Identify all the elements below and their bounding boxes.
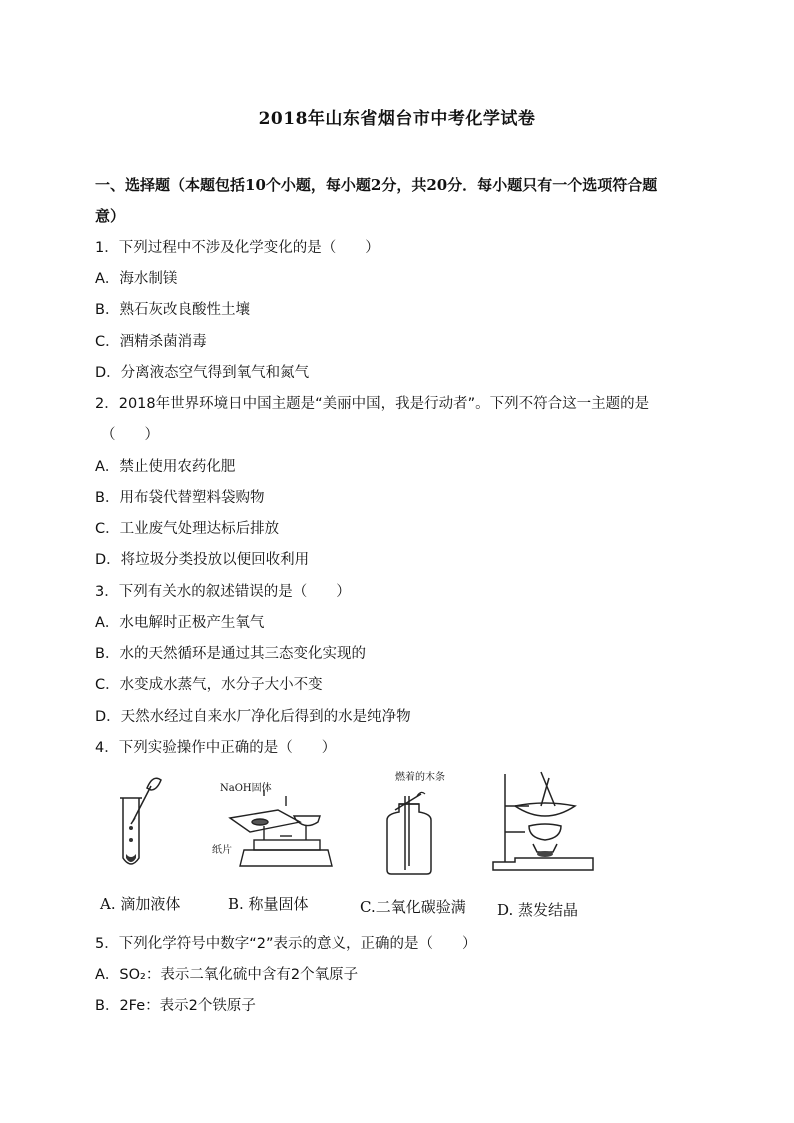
figure-d-caption: D. 蒸发结晶	[497, 901, 579, 919]
balance-illustration	[200, 766, 350, 891]
question-1-option-b: B．熟石灰改良酸性土壤	[95, 302, 250, 318]
question-1-option-d: D．分离液态空气得到氧气和氮气	[95, 365, 310, 381]
question-2-option-b: B．用布袋代替塑料袋购物	[95, 490, 265, 506]
question-2-stem: 2．2018年世界环境日中国主题是“美丽中国，我是行动者”。下列不符合这一主题的是	[95, 396, 650, 412]
figure-d-evaporation	[485, 766, 635, 926]
question-5-option-b: B．2Fe：表示2个铁原子	[95, 998, 256, 1014]
figure-b-label-paper: 纸片	[212, 845, 232, 856]
question-5-stem: 5．下列化学符号中数字“2”表示的意义，正确的是（ ）	[95, 936, 477, 952]
question-3-stem: 3．下列有关水的叙述错误的是（ ）	[95, 584, 351, 600]
figure-a-caption: A. 滴加液体	[100, 895, 181, 913]
question-1-stem: 1．下列过程中不涉及化学变化的是（ ）	[95, 240, 380, 256]
question-2-option-d: D．将垃圾分类投放以便回收利用	[95, 552, 310, 568]
question-3-option-c: C．水变成水蒸气，水分子大小不变	[95, 677, 323, 693]
question-2-stem-cont: （ ）	[101, 427, 159, 443]
gas-bottle-illustration	[355, 766, 505, 891]
question-2-option-c: C．工业废气处理达标后排放	[95, 521, 280, 537]
page-title: 2018年山东省烟台市中考化学试卷	[258, 109, 536, 129]
question-3-option-b: B．水的天然循环是通过其三态变化实现的	[95, 646, 366, 662]
question-1-option-a: A．海水制镁	[95, 271, 178, 287]
figure-b-weighing-solid	[200, 766, 350, 926]
question-1-option-c: C．酒精杀菌消毒	[95, 334, 207, 350]
question-3-option-d: D．天然水经过自来水厂净化后得到的水是纯净物	[95, 709, 411, 725]
figure-c-co2-check	[355, 766, 505, 926]
section-heading	[95, 170, 710, 232]
section-heading-line1: 一、选择题（本题包括10个小题，每小题2分，共20分．每小题只有一个选项符合题	[95, 176, 658, 194]
figure-b-label-naoh: NaOH固体	[220, 783, 272, 794]
question-2-option-a: A．禁止使用农药化肥	[95, 459, 236, 475]
figure-b-caption: B. 称量固体	[228, 895, 309, 913]
figure-c-caption: C.二氧化碳验满	[360, 898, 466, 916]
question-4-stem: 4．下列实验操作中正确的是（ ）	[95, 740, 337, 756]
figure-c-label-splint: 燃着的木条	[395, 772, 445, 783]
evaporation-setup-illustration	[485, 766, 635, 891]
section-heading-line2: 意）	[95, 207, 126, 225]
question-3-option-a: A．水电解时正极产生氧气	[95, 615, 265, 631]
question-5-option-a: A．SO₂：表示二氧化硫中含有2个氧原子	[95, 967, 359, 983]
